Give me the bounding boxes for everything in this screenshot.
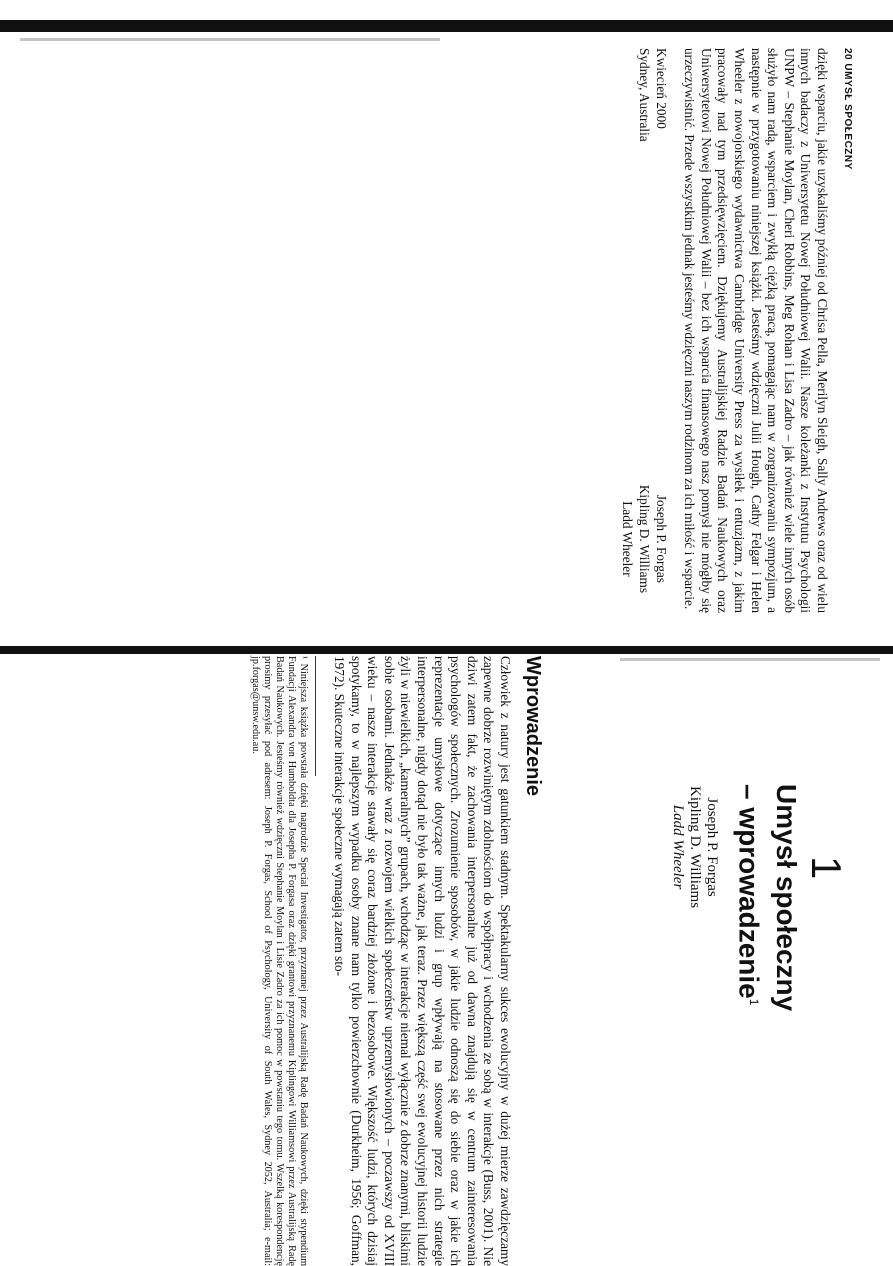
chapter-page [5,656,850,1266]
signature-block [619,48,669,613]
scan-edge-top [0,20,893,32]
place: Sydney, Australia [637,48,653,142]
footnote-mark: 1 [747,998,761,1006]
author: Kipling D. Williams [687,786,703,909]
chapter-title-line: Umysł społeczny [771,784,802,1012]
chapter-title-text: – wprowadzenie [733,784,765,999]
scan-noise-top [20,38,440,41]
signatory: Joseph P. Forgas [653,494,669,583]
footnote-rule [315,656,316,776]
chapter-title-line-2 [733,784,770,1011]
footnote: ¹ Niniejsza książka powstała dzięki nagrodzie Special Investigator, przyznanej przez Australijską Radę Badań Naukowych, dzięki stypendium Fundacji Alexandra von Humboldta dla Josepha P. Forgasa oraz dzięki grantowi przyznanemu Kiplingowi Williamsowi przez Australijską Radę Badań Naukowych. Jesteśmy również wdzięczni Stephanie Moylan i Lisie Zadro za ich pomoc w powstaniu tego tomu. Wszelką korespondencję prosimy przesyłać pod adresem: Joseph P. Forgas, School of Psychology, University of South Wales, Sydney 2052, Australia; e-mail: jp.forgas@unsw.edu.au. [249,656,310,1266]
date-place [619,48,669,142]
author: Ladd Wheeler [670,804,686,890]
chapter-title [733,784,802,1011]
signatories [619,485,669,593]
author: Joseph P. Forgas [704,797,720,897]
acknowledgements-paragraph: dzięki wsparciu, jakie uzyskaliśmy później od Chrisa Pella, Merilyn Sleigh, Sally Andrews oraz od wielu innych badaczy z Uniwersytetu Nowej Południowej Walii. Nasze koleżanki z Instytutu Psychologii UNPW – Stephanie Moylan, Cheri Robbins, Meg Rohan i Lisa Zadro – jak również wiele innych osób służyło nam radą, wsparciem i zwykłą ciężką pracą, pomagając nam w zorganizowaniu sympozjum, a następnie w przygotowaniu niniejszej książki. Jesteśmy wdzięczni Julii Hough, Cathy Felgar i Helen Wheeler z nowojorskiego wydawnictwa Cambridge University Press za wysiłek i entuzjazm, z jakim pracowały nad tym przedsięwzięciem. Dziękujemy Australijskiej Radzie Badań Naukowych oraz Uniwersytetowi Nowej Południowej Walii – bez ich wsparcia finansowego nasz pomysł nie mógłby się urzeczywistnić. Przede wszystkim jednak jesteśmy wdzięczni naszym rodzinom za ich miłość i wsparcie. [682,48,830,613]
date: Kwiecień 2000 [653,48,669,129]
preface-page [8,48,853,613]
running-head: 20 UMYSŁ SPOŁECZNY [842,48,853,170]
signatory: Kipling D. Williams [637,484,653,593]
chapter-number: 1 [803,856,850,880]
intro-paragraph: Człowiek z natury jest gatunkiem stadnym. Spektakularny sukces ewolucyjny w dużej mierze zawdzięczamy zapewne dobrze rozwiniętym zdolnościom do współpracy i wchodzenia ze sobą w interakcje (Buss, 2001). Nie dziwi zatem fakt, że zachowania interpersonalne już od dawna znajdują się w centrum zainteresowania psychologów społecznych. Zrozumienie sposobów, w jakie ludzie odnoszą się do siebie oraz w jakie ich reprezentacje umysłowe dotyczące innych ludzi i grup wpływają na stosowane przez nich strategie interpersonalne, nigdy dotąd nie było tak ważne, jak teraz. Przez większą część swej ewolucyjnej historii ludzie żyli w niewielkich, „kameralnych” grupach, wchodząc w interakcje niemal wyłącznie z dobrze znanymi, bliskimi sobie osobami. Jednakże wraz z rozwojem wielkich społeczeństw uprzemysłowionych – poczawszy od XVIII wieku – nasze interakcje stawały się coraz bardziej złożone i bezosobowe. Większość ludzi, których dzisiaj spotykamy, to w najlepszym wypadku osoby znane nam tylko powierzchownie (Durkheim, 1956; Goffman, 1972). Skuteczne interakcje społeczne wymagają zatem sto- [332,656,513,1266]
chapter-header [550,656,850,1266]
signatory: Ladd Wheeler [620,501,636,577]
section-title: Wprowadzenie [522,656,544,797]
chapter-authors [669,786,720,908]
scan-edge-middle [0,646,893,654]
